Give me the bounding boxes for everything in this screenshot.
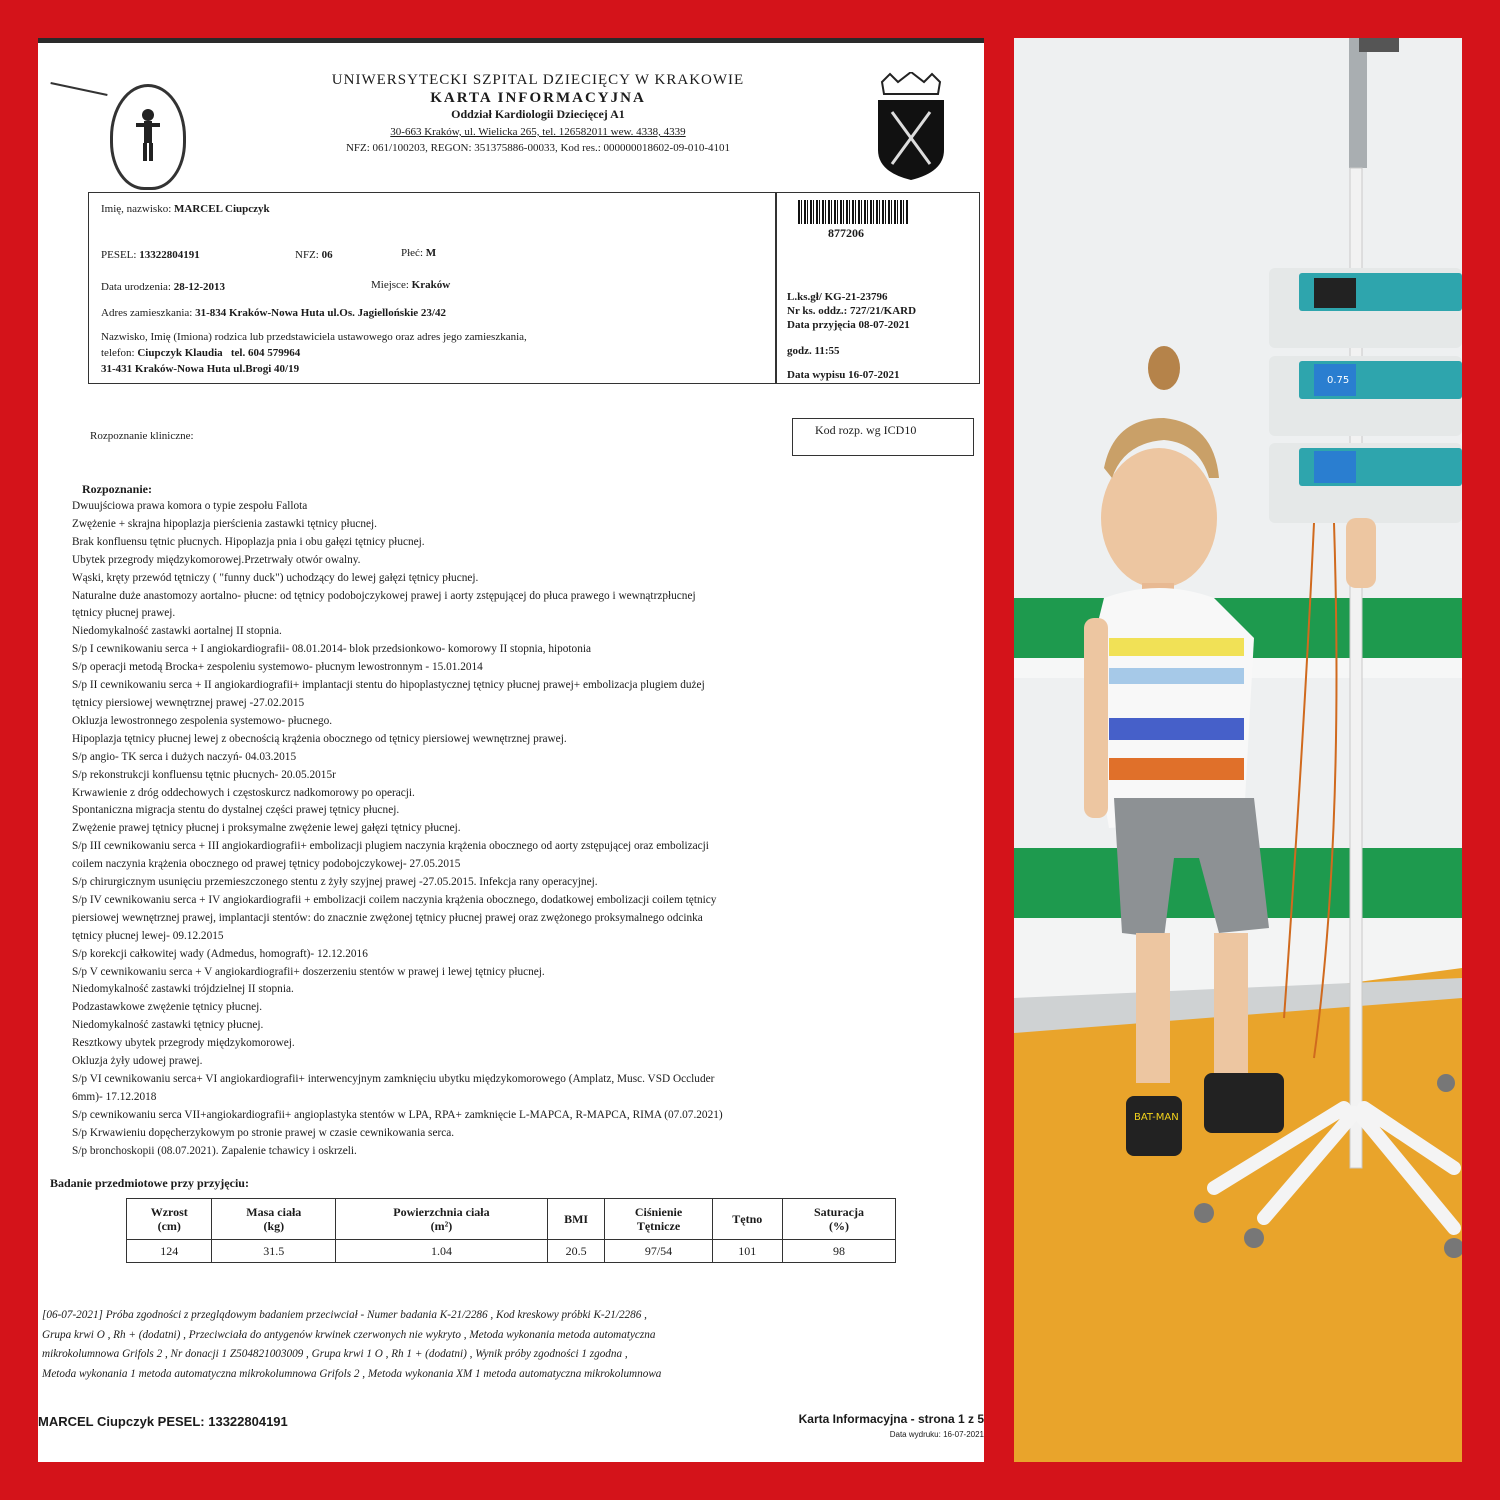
vitals-value-row: [127, 1240, 896, 1263]
diagnosis-line: Niedomykalność zastawki trójdzielnej II stopnia.: [72, 983, 294, 996]
photo-illustration: [1014, 38, 1462, 1462]
vitals-header-label: Tętno: [732, 1211, 763, 1226]
hospital-name: UNIWERSYTECKI SZPITAL DZIECIĘCY W KRAKOWIE: [331, 72, 745, 88]
icd10-label: Kod rozp. wg ICD10: [815, 423, 917, 437]
vitals-header-label: Masa ciała: [246, 1204, 302, 1219]
vitals-header-cell: [782, 1199, 895, 1240]
lab-line: Grupa krwi O , Rh + (dodatni) , Przeciwciała do antygenów krwinek czerwonych nie wykryto , Metoda wykonania metoda automatyczna: [42, 1328, 656, 1341]
vitals-header-unit: (%): [828, 1219, 849, 1233]
wheel: [1244, 1228, 1264, 1248]
vitals-header-cell: [212, 1199, 336, 1240]
hospital-logo: [110, 84, 186, 190]
infusion-pump: [1269, 268, 1462, 348]
vitals-value-cell: 124: [127, 1240, 212, 1263]
infusion-pump: [1269, 443, 1462, 523]
diagnosis-line: S/p II cewnikowaniu serca + II angiokardiografii+ implantacji stentu do hipoplastycznej tętnicy płucnej prawej+ embolizacja plugiem dużej: [72, 679, 705, 692]
vitals-header-unit: (m²): [430, 1219, 453, 1233]
sex-row: Płeć: M: [401, 247, 437, 259]
right-sandal: [1204, 1073, 1284, 1133]
discharge-date: Data wypisu 16-07-2021: [787, 369, 900, 381]
diagnosis-line: S/p V cewnikowaniu serca + V angiokardiografii+ doszerzeniu stentów w prawej i lewej tętnicy płucnej.: [72, 965, 545, 978]
diagnosis-line: Dwuujściowa prawa komora o typie zespołu Fallota: [72, 500, 308, 512]
diagnosis-line: 6mm)- 17.12.2018: [72, 1090, 157, 1103]
vitals-table: [126, 1198, 896, 1263]
diagnosis-list: [72, 498, 972, 1161]
diagnosis-line: Ubytek przegrody międzykomorowej.Przetrwały otwór owalny.: [72, 553, 361, 566]
vitals-header-cell: [336, 1199, 548, 1240]
page-top-edge: [38, 38, 984, 43]
diagnosis-line: S/p chirurgicznym usunięciu przemieszczonego stentu z żyły szyjnej prawej -27.05.2015. Infekcja rany operacyjnej.: [72, 876, 598, 889]
city-crest-icon: [876, 72, 946, 182]
left-sandal: [1126, 1096, 1182, 1156]
ward-number: Nr ks. oddz.: 727/21/KARD: [787, 305, 917, 317]
lab-line: Metoda wykonania 1 metoda automatyczna mikrokolumnowa Grifols 2 , Metoda wykonania XM 1 metoda automatyczna mikrokolumnowa: [42, 1367, 662, 1380]
footer-page: Karta Informacyjna - strona 1 z 5: [798, 1412, 984, 1426]
hospital-address: 30-663 Kraków, ul. Wielicka 265, tel. 126582011 wew. 4338, 4339: [390, 126, 686, 138]
diagnosis-line: S/p operacji metodą Brocka+ zespoleniu systemowo- płucnym lewostronnym - 15.01.2014: [72, 661, 483, 674]
barcode-number: 877206: [828, 226, 864, 240]
guardian-row: telefon: Ciupczyk Klaudia tel. 604 579964: [101, 347, 301, 359]
diagnosis-line: S/p bronchoskopii (08.07.2021). Zapalenie tchawicy i oskrzeli.: [72, 1144, 357, 1157]
discharge-document: [38, 38, 984, 1462]
footer-patient: MARCEL Ciupczyk PESEL: 13322804191: [38, 1414, 288, 1429]
vitals-header-label: BMI: [564, 1211, 589, 1226]
pesel-row: PESEL: 13322804191: [101, 249, 200, 261]
diagnosis-line: S/p I cewnikowaniu serca + I angiokardiografii- 08.01.2014- blok przedsionkowo- komorowy II stopnia, hipotonia: [72, 643, 592, 656]
diagnosis-line: tętnicy piersiowej wewnętrznej prawej -27.02.2015: [72, 696, 305, 709]
infusion-pump: [1269, 356, 1462, 436]
department-name: Oddział Kardiologii Dziecięcej A1: [451, 107, 625, 121]
vitals-header-label: Saturacja: [813, 1204, 864, 1219]
lab-line: [06-07-2021] Próba zgodności z przeglądowym badaniem przeciwciał - Numer badania K-21/2286 , Kod kreskowy próbki K-21/2286 ,: [42, 1309, 647, 1321]
vitals-value-cell: 101: [712, 1240, 782, 1263]
hospital-registry: NFZ: 061/100203, REGON: 351375886-00033, Kod res.: 000000018602-09-010-4101: [345, 142, 731, 154]
lab-line: mikrokolumnowa Grifols 2 , Nr donacji 1 Z504821003009 , Grupa krwi 1 O , Rh 1 + (dodatni) , Wynik próby zgodności 1 zgodna ,: [42, 1348, 628, 1361]
vitals-header-label: Powierzchnia ciała: [393, 1204, 490, 1219]
diagnosis-line: Naturalne duże anastomozy aortalno- płucne: od tętnicy podobojczykowej prawej i aorty zstępującej do płuca prawego i wewnątrzpłucnej: [72, 589, 696, 602]
vitals-header-label: Ciśnienie: [634, 1204, 683, 1219]
admission-hour: godz. 11:55: [787, 345, 840, 357]
diagnosis-line: tętnicy płucnej prawej.: [72, 607, 176, 620]
diagnosis-line: S/p III cewnikowaniu serca + III angiokardiografii+ embolizacji plugiem naczynia krążenia obocznego od aorty zstępującej oraz embolizacji: [72, 840, 709, 853]
diagnosis-line: Okluzja lewostronnego zespolenia systemowo- płucnego.: [72, 714, 333, 727]
diagnosis-line: Zwężenie + skrajna hipoplazja pierścienia zastawki tętnicy płucnej.: [72, 517, 377, 530]
diagnosis-line: Brak konfluensu tętnic płucnych. Hipoplazja pnia i obu gałęzi tętnicy płucnej.: [72, 535, 425, 548]
vitals-value-cell: 1.04: [336, 1240, 548, 1263]
exam-title: Badanie przedmiotowe przy przyjęciu:: [50, 1176, 249, 1190]
clinical-diagnosis-label: Rozpoznanie kliniczne:: [90, 430, 194, 442]
diagnosis-line: Zwężenie prawej tętnicy płucnej i proksymalne zwężenie lewej gałęzi tętnicy płucnej.: [72, 822, 461, 835]
birthplace-row: Miejsce: Kraków: [371, 279, 451, 291]
diagnosis-line: Niedomykalność zastawki tętnicy płucnej.: [72, 1019, 264, 1032]
barcode: [798, 200, 908, 224]
vitals-header-unit: (cm): [157, 1219, 181, 1233]
diagnosis-line: S/p VI cewnikowaniu serca+ VI angiokardiografii+ interwencyjnym zamknięciu ubytku międzykomorowego (Amplatz, Musc. VSD Occluder: [72, 1073, 715, 1085]
svg-text:BAT-MAN: BAT-MAN: [1134, 1112, 1179, 1123]
diagnosis-line: Podzastawkowe zwężenie tętnicy płucnej.: [72, 1001, 263, 1014]
diagnosis-line: Hipoplazja tętnicy płucnej lewej z obecnością krążenia obocznego od tętnicy piersiowej wewnętrznej prawej.: [72, 732, 567, 745]
ledger-number: L.ks.gł/ KG-21-23796: [787, 291, 888, 303]
vitals-header-unit: Tętnicze: [636, 1219, 681, 1233]
wheel: [1437, 1074, 1455, 1092]
diagnosis-line: Okluzja żyły udowej prawej.: [72, 1055, 203, 1068]
diagnosis-line: S/p korekcji całkowitej wady (Admedus, homograft)- 12.12.2016: [72, 947, 368, 960]
guardian-label: Nazwisko, Imię (Imiona) rodzica lub przedstawiciela ustawowego oraz adres jego zamieszkania,: [101, 331, 527, 343]
nfz-row: NFZ: 06: [295, 249, 333, 261]
dob-row: Data urodzenia: 28-12-2013: [101, 281, 226, 293]
diagnosis-line: S/p IV cewnikowaniu serca + IV angiokardiografii + embolizacji coilem naczynia krążenia obocznego, dodatkowej embolizacji coilem tętnicy: [72, 893, 717, 906]
diagnosis-line: Resztkowy ubytek przegrody międzykomorowej.: [72, 1037, 295, 1050]
diagnosis-line: S/p Krwawieniu dopęcherzykowym po stronie prawej w czasie cewnikowania serca.: [72, 1126, 455, 1139]
diagnosis-line: Krwawienie z dróg oddechowych i częstoskurcz nadkomorowy po operacji.: [72, 786, 415, 799]
vitals-header-unit: (kg): [263, 1219, 285, 1233]
diagnosis-line: Spontaniczna migracja stentu do dystalnej części prawej tętnicy płucnej.: [72, 804, 400, 817]
vitals-value-cell: 31.5: [212, 1240, 336, 1263]
diagnosis-line: piersiowej wewnętrznej prawej, implantacji stentów: do znacznie zwężonej tętnicy płucnej prawej oraz zwężonego proksymalnego odcinka: [72, 911, 703, 924]
hospital-photo: [1014, 38, 1462, 1462]
admission-date: Data przyjęcia 08-07-2021: [787, 319, 910, 331]
vitals-header-cell: [605, 1199, 712, 1240]
lab-results: [42, 1306, 972, 1384]
footer-print-date: Data wydruku: 16-07-2021: [889, 1430, 984, 1439]
document-title: KARTA INFORMACYJNA: [430, 90, 646, 106]
vitals-header-cell: [547, 1199, 605, 1240]
wheel: [1194, 1203, 1214, 1223]
vitals-header-row: [127, 1199, 896, 1240]
vitals-value-cell: 20.5: [547, 1240, 605, 1263]
vitals-header-cell: [127, 1199, 212, 1240]
vitals-value-cell: 97/54: [605, 1240, 712, 1263]
diagnosis-title: Rozpoznanie:: [82, 482, 152, 496]
icd10-box: [792, 418, 974, 456]
vitals-value-cell: 98: [782, 1240, 895, 1263]
diagnosis-line: S/p cewnikowaniu serca VII+angiokardiografii+ angioplastyka stentów w LPA, RPA+ zamknięcie L-MAPCA, R-MAPCA, RIMA (07.07.2021): [72, 1108, 723, 1121]
diagnosis-line: S/p rekonstrukcji konfluensu tętnic płucnych- 20.05.2015r: [72, 768, 336, 781]
diagnosis-line: Niedomykalność zastawki aortalnej II stopnia.: [72, 625, 282, 638]
box-divider: [775, 193, 777, 383]
diagnosis-line: tętnicy płucnej lewej- 09.12.2015: [72, 929, 224, 942]
diagnosis-line: S/p angio- TK serca i dużych naczyń- 04.03.2015: [72, 750, 297, 763]
vitals-header-label: Wzrost: [150, 1204, 188, 1219]
svg-text:0.75: 0.75: [1327, 375, 1350, 386]
vitals-header-cell: [712, 1199, 782, 1240]
pen-mark: [50, 82, 107, 96]
diagnosis-line: Wąski, kręty przewód tętniczy ( "funny duck") uchodzący do lewej gałęzi tętnicy płucnej.: [72, 571, 479, 584]
guardian-address: 31-431 Kraków-Nowa Huta ul.Brogi 40/19: [101, 363, 300, 375]
diagnosis-line: coilem naczynia krążenia obocznego od prawej tętnicy podobojczykowej- 27.05.2015: [72, 858, 461, 871]
address-row: Adres zamieszkania: 31-834 Kraków-Nowa Huta ul.Os. Jagiellońskie 23/42: [101, 307, 446, 319]
name-row: Imię, nazwisko: MARCEL Ciupczyk: [101, 203, 270, 215]
